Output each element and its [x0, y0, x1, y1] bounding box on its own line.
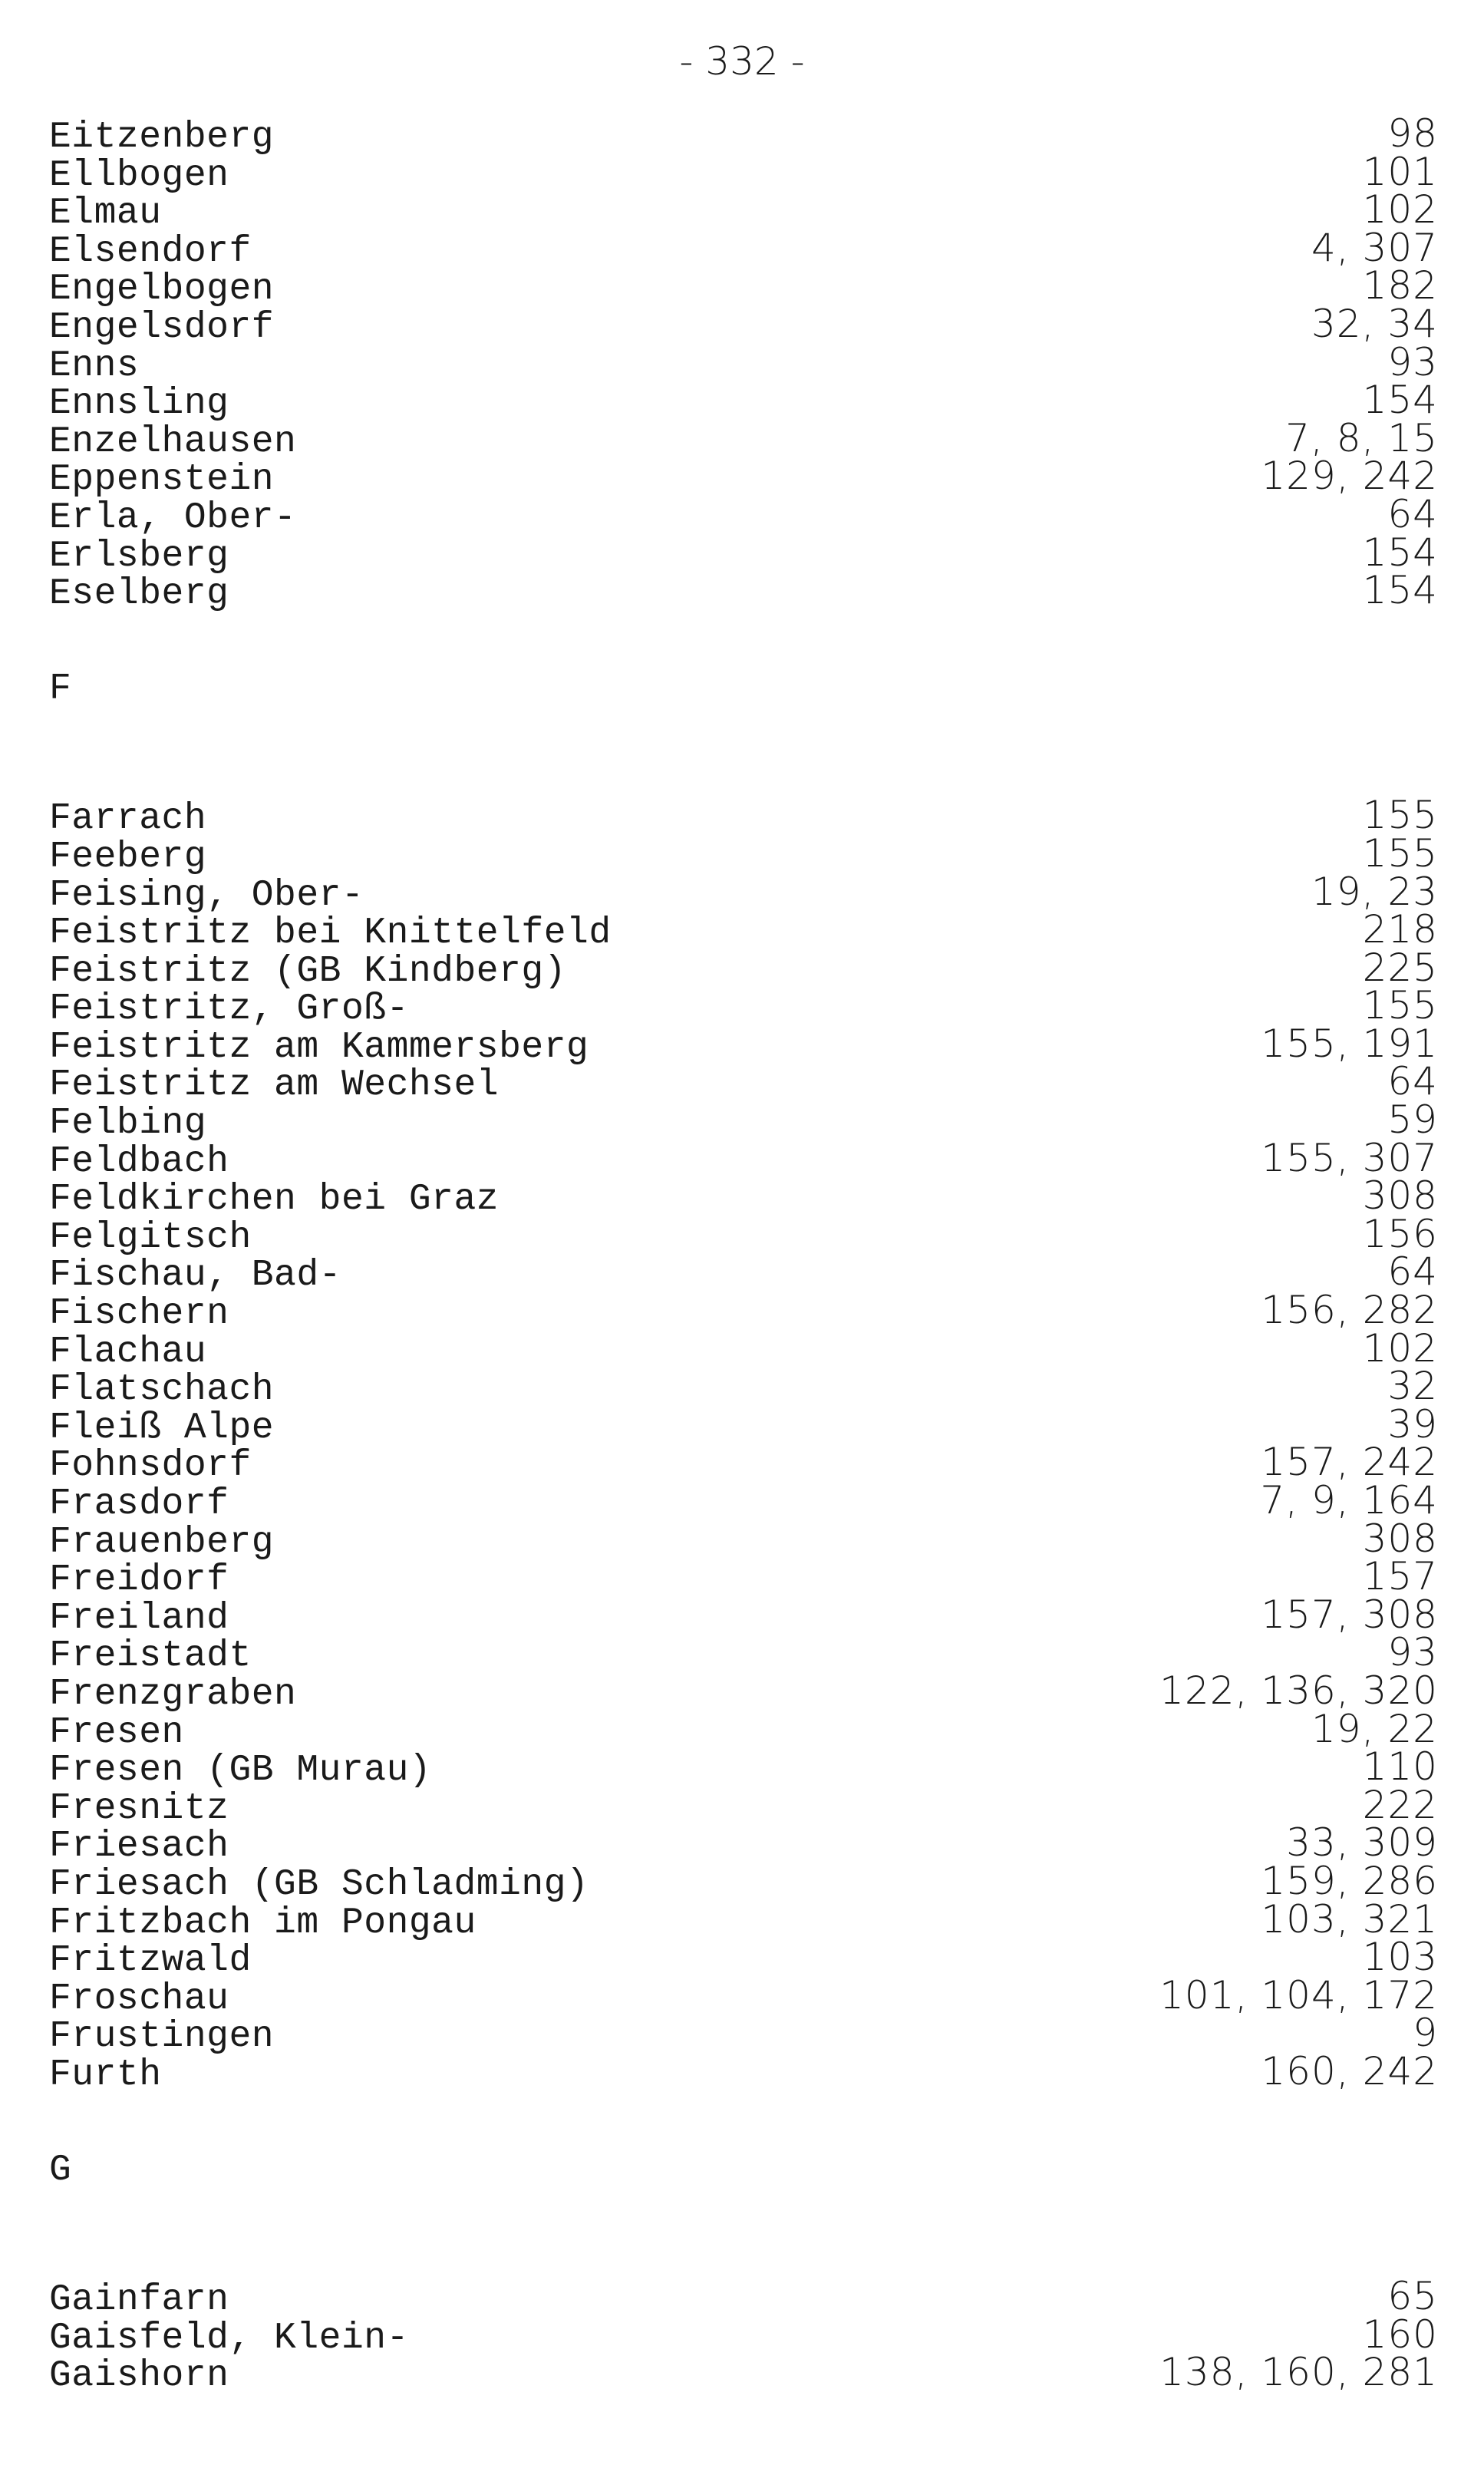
page-references: 160: [1362, 2311, 1438, 2357]
index-entry: [49, 1820, 1438, 1868]
page-references: 9: [1413, 2011, 1438, 2056]
place-name: Feeberg: [49, 836, 207, 878]
page-references: 64: [1387, 1059, 1438, 1104]
place-name: Fritzbach im Pongau: [49, 1902, 477, 1944]
page-references: 222: [1362, 1782, 1438, 1827]
page-references: 7, 9, 164: [1260, 1478, 1438, 1523]
index-entry: [49, 1021, 1438, 1068]
index-entry: [49, 1592, 1438, 1639]
index-entry: [49, 1440, 1438, 1487]
place-name: Feldkirchen bei Graz: [49, 1179, 500, 1221]
page-references: 155, 307: [1261, 1135, 1438, 1180]
index-entry: [49, 1858, 1438, 1906]
page-references: 156, 282: [1261, 1288, 1438, 1333]
page-references: 7, 8, 15: [1285, 415, 1438, 460]
place-name: Frauenberg: [49, 1521, 275, 1563]
place-name: Feistritz am Wechsel: [49, 1064, 500, 1107]
place-name: Feldbach: [49, 1140, 229, 1183]
page-references: 129, 242: [1261, 454, 1438, 499]
page-references: 19, 23: [1311, 869, 1438, 914]
place-name: Friesach (GB Schladming): [49, 1863, 589, 1906]
page-references: 155: [1362, 830, 1438, 876]
index-entry: [49, 1896, 1438, 1944]
index-entry: [49, 225, 1438, 272]
place-name: Enns: [49, 345, 140, 387]
place-name: Elmau: [49, 193, 162, 235]
place-name: Fresen (GB Murau): [49, 1750, 432, 1792]
place-name: Elsendorf: [49, 230, 252, 272]
page-references: 101, 104, 172: [1159, 1972, 1438, 2018]
index-entry: [49, 1516, 1438, 1563]
index-entry: [49, 1630, 1438, 1678]
place-name: Erla, Ober-: [49, 497, 297, 539]
index-entry: [49, 568, 1438, 615]
page-references: 156: [1362, 1211, 1438, 1256]
page-references: 218: [1362, 907, 1438, 952]
index-entry: [49, 2048, 1438, 2096]
page-references: 159, 286: [1261, 1858, 1438, 1903]
page-references: 98: [1387, 111, 1438, 156]
index-entry: [49, 1135, 1438, 1183]
page-references: 39: [1387, 1401, 1438, 1447]
place-name: Freidorf: [49, 1559, 229, 1602]
index-entry: [49, 454, 1438, 501]
section-letter: F: [49, 668, 71, 710]
index-entry: [49, 1401, 1438, 1449]
index-entry: [49, 1211, 1438, 1259]
index-entry: [49, 1554, 1438, 1602]
place-name: Feistritz bei Knittelfeld: [49, 912, 612, 955]
index-entry: [49, 1668, 1438, 1715]
index-entry: [49, 339, 1438, 387]
place-name: Feising, Ober-: [49, 874, 364, 916]
index-entry: [49, 2011, 1438, 2058]
page-references: 155: [1362, 793, 1438, 838]
place-name: Freiland: [49, 1597, 229, 1639]
page-references: 157, 308: [1261, 1592, 1438, 1637]
section-spacer: [49, 2091, 1438, 2152]
place-name: Felbing: [49, 1103, 207, 1145]
place-name: Enzelhausen: [49, 421, 297, 463]
index-entry: [49, 1478, 1438, 1525]
index-entry: [49, 830, 1438, 878]
page-references: 32: [1387, 1364, 1438, 1409]
place-name: Erlsberg: [49, 535, 229, 577]
page-references: 101: [1362, 149, 1438, 194]
section-spacer: [49, 610, 1438, 671]
place-name: Engelsdorf: [49, 306, 275, 348]
page-references: 225: [1362, 945, 1438, 990]
place-name: Ennsling: [49, 383, 229, 425]
index-entry: [49, 1972, 1438, 2020]
index-entry: [49, 301, 1438, 348]
page-references: 138, 160, 281: [1159, 2350, 1438, 2395]
index-entry: [49, 793, 1438, 840]
page-references: 102: [1362, 1325, 1438, 1371]
place-name: Gaisfeld, Klein-: [49, 2317, 409, 2359]
place-name: Feistritz am Kammersberg: [49, 1026, 589, 1068]
page-references: 19, 22: [1311, 1706, 1438, 1751]
index-entry: [49, 2311, 1438, 2359]
place-index: [49, 111, 1438, 2397]
place-name: Friesach: [49, 1826, 229, 1868]
index-entry: [49, 983, 1438, 1031]
place-name: Felgitsch: [49, 1216, 252, 1259]
index-entry: [49, 1782, 1438, 1830]
index-entry: [49, 1249, 1438, 1297]
index-entry: [49, 1059, 1438, 1107]
page-references: 122, 136, 320: [1159, 1668, 1438, 1713]
place-name: Fischern: [49, 1293, 229, 1335]
place-name: Farrach: [49, 798, 207, 840]
place-name: Eselberg: [49, 573, 229, 615]
place-name: Gaishorn: [49, 2355, 229, 2397]
page-references: 157: [1362, 1554, 1438, 1599]
page-references: 155: [1362, 983, 1438, 1028]
index-entry: [49, 263, 1438, 311]
page-references: 93: [1387, 1630, 1438, 1675]
place-name: Flatschach: [49, 1369, 275, 1411]
index-entry: [49, 907, 1438, 955]
index-entry: [49, 415, 1438, 463]
page-references: 33, 309: [1286, 1820, 1438, 1866]
place-name: Feistritz (GB Kindberg): [49, 950, 567, 992]
page-references: 308: [1362, 1516, 1438, 1561]
page-references: 154: [1362, 568, 1438, 613]
index-entry: [49, 869, 1438, 916]
place-name: Ellbogen: [49, 154, 229, 196]
index-entry: [49, 111, 1438, 158]
index-entry: [49, 378, 1438, 425]
page-references: 157, 242: [1261, 1440, 1438, 1485]
page-references: 182: [1362, 263, 1438, 309]
page-references: 103: [1362, 1935, 1438, 1980]
place-name: Fresnitz: [49, 1787, 229, 1830]
page-references: 103, 321: [1261, 1896, 1438, 1942]
page-references: 32, 34: [1311, 301, 1438, 346]
place-name: Feistritz, Groß-: [49, 988, 409, 1031]
index-entry: [49, 1097, 1438, 1145]
index-entry: [49, 149, 1438, 196]
page-references: 64: [1387, 1249, 1438, 1295]
index-entry: [49, 1364, 1438, 1411]
place-name: Frasdorf: [49, 1483, 229, 1525]
page-references: 155, 191: [1261, 1021, 1438, 1066]
place-name: Fresen: [49, 1711, 184, 1754]
page-references: 59: [1387, 1097, 1438, 1143]
index-entry: [49, 1706, 1438, 1754]
section-letter: G: [49, 2149, 71, 2191]
page-references: 64: [1387, 491, 1438, 536]
place-name: Fohnsdorf: [49, 1445, 252, 1487]
index-entry: [49, 2350, 1438, 2397]
place-name: Eitzenberg: [49, 117, 275, 158]
index-entry: [49, 2274, 1438, 2321]
index-entry: [49, 1744, 1438, 1792]
page-number: - 332 -: [679, 39, 805, 84]
page-references: 308: [1362, 1173, 1438, 1219]
page-references: 65: [1387, 2274, 1438, 2319]
page-references: 154: [1362, 530, 1438, 575]
page-references: 102: [1362, 187, 1438, 233]
index-entry: [49, 187, 1438, 235]
place-name: Flachau: [49, 1331, 207, 1373]
place-name: Gainfarn: [49, 2279, 229, 2321]
place-name: Froschau: [49, 1978, 229, 2020]
index-entry: [49, 1173, 1438, 1221]
page-references: 110: [1362, 1744, 1438, 1790]
index-entry: [49, 1288, 1438, 1335]
page-references: 93: [1387, 339, 1438, 384]
place-name: Fleiß Alpe: [49, 1407, 275, 1449]
place-name: Engelbogen: [49, 269, 275, 311]
index-entry: [49, 1935, 1438, 1982]
index-entry: [49, 1325, 1438, 1373]
place-name: Eppenstein: [49, 459, 275, 501]
page-references: 154: [1362, 378, 1438, 423]
page-references: 160, 242: [1261, 2048, 1438, 2094]
place-name: Fritzwald: [49, 1940, 252, 1982]
place-name: Furth: [49, 2054, 162, 2096]
index-entry: [49, 530, 1438, 577]
place-name: Frenzgraben: [49, 1673, 297, 1715]
page-references: 4, 307: [1311, 225, 1438, 270]
place-name: Fischau, Bad-: [49, 1255, 341, 1297]
place-name: Freistadt: [49, 1635, 252, 1678]
section-spacer: [49, 2189, 1438, 2278]
place-name: Frustingen: [49, 2016, 275, 2058]
index-entry: [49, 491, 1438, 539]
index-entry: [49, 945, 1438, 992]
section-spacer: [49, 708, 1438, 797]
